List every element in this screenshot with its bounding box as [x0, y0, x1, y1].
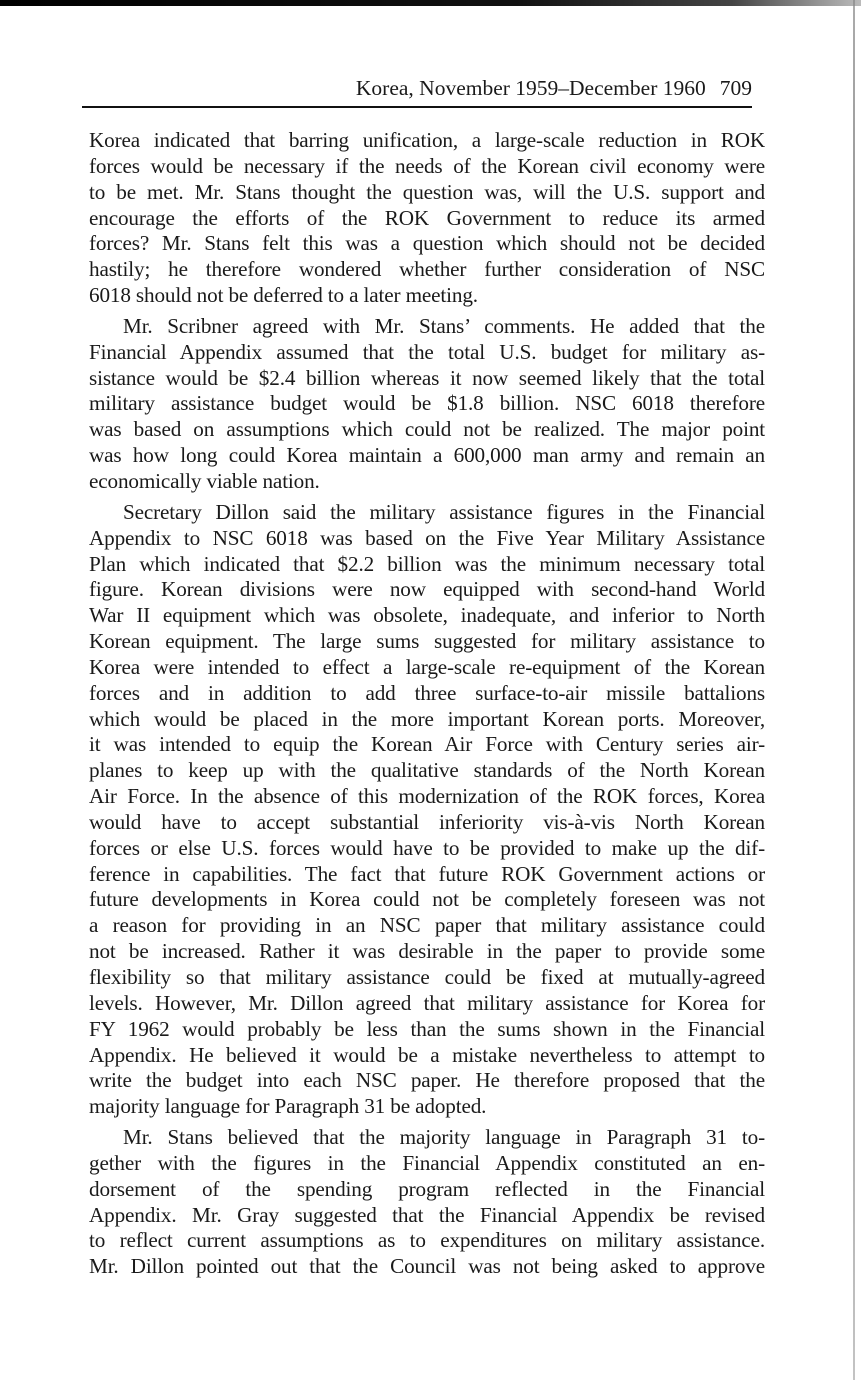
text-line: FY 1962 would probably be less than the sums shown in the Financial: [89, 1016, 765, 1041]
text-line: Mr. Dillon pointed out that the Council was not being asked to approve: [89, 1254, 765, 1279]
scan-top-edge: [0, 0, 861, 6]
text-line: a reason for providing in an NSC paper that military assistance could: [89, 913, 765, 938]
text-line: flexibility so that military assistance could be fixed at mutually-agreed: [89, 965, 765, 989]
text-line: Appendix. He believed it would be a mistake nevertheless to attempt to: [89, 1042, 765, 1067]
text-line: Mr. Scribner agreed with Mr. Stans’ comments. He added that the: [123, 313, 765, 338]
text-line: future developments in Korea could not be completely foreseen was not: [89, 887, 765, 912]
paragraph-3: [89, 500, 765, 1120]
scan-right-edge: [853, 0, 855, 1380]
text-line: forces? Mr. Stans felt this was a question which should not be decided: [89, 231, 765, 256]
text-line: majority language for Paragraph 31 be adopted.: [89, 1094, 487, 1119]
text-line: forces would be necessary if the needs of the Korean civil economy were: [89, 153, 765, 178]
paragraph-4: [89, 1125, 765, 1280]
text-line: 6018 should not be deferred to a later meeting.: [89, 283, 478, 308]
text-line: Korean equipment. The large sums suggested for military assistance to: [89, 629, 765, 654]
text-line: Plan which indicated that $2.2 billion was the minimum necessary total: [89, 551, 765, 576]
text-line: dorsement of the spending program reflected in the Financial: [89, 1176, 765, 1201]
text-line: ference in capabilities. The fact that future ROK Government actions or: [89, 861, 765, 886]
text-line: was how long could Korea maintain a 600,000 man army and remain an: [89, 443, 765, 468]
running-header: [82, 74, 752, 102]
header-rule: [82, 106, 752, 108]
text-line: Secretary Dillon said the military assistance figures in the Financial: [123, 499, 765, 524]
text-line: write the budget into each NSC paper. He therefore proposed that the: [89, 1068, 765, 1093]
text-line: hastily; he therefore wondered whether further consideration of NSC: [89, 257, 765, 282]
text-line: which would be placed in the more important Korean ports. Moreover,: [89, 706, 765, 731]
text-line: levels. However, Mr. Dillon agreed that military assistance for Korea for: [89, 990, 765, 1015]
text-line: War II equipment which was obsolete, inadequate, and inferior to North: [89, 603, 765, 628]
text-line: Mr. Stans believed that the majority language in Paragraph 31 to-: [123, 1125, 765, 1150]
text-line: economically viable nation.: [89, 468, 320, 493]
text-line: to be met. Mr. Stans thought the question was, will the U.S. support and: [89, 179, 765, 204]
text-line: Korea were intended to effect a large-scale re-equipment of the Korean: [89, 654, 765, 679]
text-line: Appendix to NSC 6018 was based on the Five Year Military Assistance: [89, 525, 765, 550]
text-line: it was intended to equip the Korean Air Force with Century series air-: [89, 732, 765, 757]
text-line: Korea indicated that barring unification, a large-scale reduction in ROK: [89, 128, 765, 152]
text-line: Financial Appendix assumed that the total U.S. budget for military as-: [89, 339, 765, 364]
text-line: sistance would be $2.4 billion whereas it now seemed likely that the total: [89, 365, 765, 390]
text-line: Appendix. Mr. Gray suggested that the Financial Appendix be revised: [89, 1202, 765, 1227]
text-line: forces and in addition to add three surface-to-air missile battalions: [89, 680, 765, 705]
body-text: [89, 128, 765, 1280]
running-header-title: Korea, November 1959–December 1960: [355, 76, 706, 100]
paragraph-2: [89, 314, 765, 495]
text-line: to reflect current assumptions as to expenditures on military assistance.: [89, 1228, 765, 1253]
text-line: gether with the figures in the Financial Appendix constituted an en-: [89, 1150, 765, 1175]
text-line: military assistance budget would be $1.8 billion. NSC 6018 therefore: [89, 391, 765, 416]
text-line: was based on assumptions which could not be realized. The major point: [89, 417, 765, 442]
text-line: forces or else U.S. forces would have to be provided to make up the dif-: [89, 835, 765, 860]
text-line: planes to keep up with the qualitative standards of the North Korean: [89, 758, 765, 783]
paragraph-1: [89, 128, 765, 309]
text-line: not be increased. Rather it was desirable in the paper to provide some: [89, 939, 765, 964]
text-line: figure. Korean divisions were now equipped with second-hand World: [89, 577, 765, 602]
text-line: Air Force. In the absence of this modernization of the ROK forces, Korea: [89, 784, 765, 809]
text-line: encourage the efforts of the ROK Government to reduce its armed: [89, 205, 765, 230]
page-number: 709: [719, 76, 752, 100]
text-line: would have to accept substantial inferiority vis-à-vis North Korean: [89, 809, 765, 834]
